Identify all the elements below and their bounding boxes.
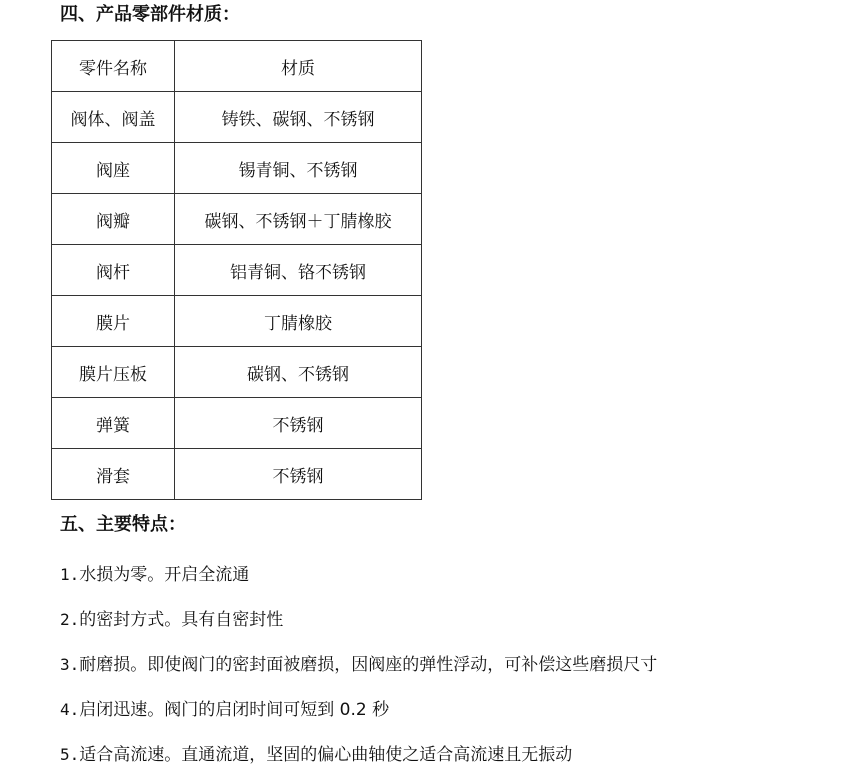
- header-part-name: 零件名称: [52, 41, 175, 92]
- materials-table: [51, 40, 422, 500]
- feature-list: [60, 552, 657, 777]
- list-item: [60, 552, 657, 597]
- table-row: [52, 143, 422, 194]
- feature-number: 3.: [60, 655, 80, 674]
- material-cell: 铸铁、碳钢、不锈钢: [175, 92, 422, 143]
- list-item: [60, 597, 657, 642]
- part-name-cell: 阀杆: [52, 245, 175, 296]
- list-item: [60, 642, 657, 687]
- feature-number: 5.: [60, 745, 80, 764]
- material-cell: 不锈钢: [175, 398, 422, 449]
- feature-text: 适合高流速。直通流道，坚固的偏心曲轴使之适合高流速且无振动: [79, 745, 573, 765]
- header-material: 材质: [175, 41, 422, 92]
- part-name-cell: 阀瓣: [52, 194, 175, 245]
- material-cell: 碳钢、不锈钢: [175, 347, 422, 398]
- table-row: [52, 245, 422, 296]
- feature-number: 4.: [60, 700, 80, 719]
- list-item: [60, 732, 657, 777]
- feature-text: 水损为零。开启全流通: [79, 565, 250, 585]
- material-cell: 铝青铜、铬不锈钢: [175, 245, 422, 296]
- part-name-cell: 阀体、阀盖: [52, 92, 175, 143]
- section-heading-materials: 四、产品零部件材质：: [60, 4, 240, 25]
- part-name-cell: 弹簧: [52, 398, 175, 449]
- table-header-row: [52, 41, 422, 92]
- material-cell: 丁腈橡胶: [175, 296, 422, 347]
- part-name-cell: 膜片压板: [52, 347, 175, 398]
- feature-text: 耐磨损。即使阀门的密封面被磨损，因阀座的弹性浮动，可补偿这些磨损尺寸: [79, 655, 658, 675]
- part-name-cell: 阀座: [52, 143, 175, 194]
- table-row: [52, 347, 422, 398]
- material-cell: 不锈钢: [175, 449, 422, 500]
- list-item: [60, 687, 657, 732]
- feature-text: 启闭迅速。阀门的启闭时间可短到 0.2 秒: [79, 700, 390, 720]
- table-row: [52, 449, 422, 500]
- table-row: [52, 398, 422, 449]
- feature-number: 1.: [60, 565, 80, 584]
- material-cell: 碳钢、不锈钢＋丁腈橡胶: [175, 194, 422, 245]
- feature-number: 2.: [60, 610, 80, 629]
- material-cell: 锡青铜、不锈钢: [175, 143, 422, 194]
- table-row: [52, 92, 422, 143]
- part-name-cell: 膜片: [52, 296, 175, 347]
- part-name-cell: 滑套: [52, 449, 175, 500]
- section-heading-features: 五、主要特点：: [60, 514, 186, 535]
- table-row: [52, 296, 422, 347]
- table-row: [52, 194, 422, 245]
- feature-text: 的密封方式。具有自密封性: [79, 610, 284, 630]
